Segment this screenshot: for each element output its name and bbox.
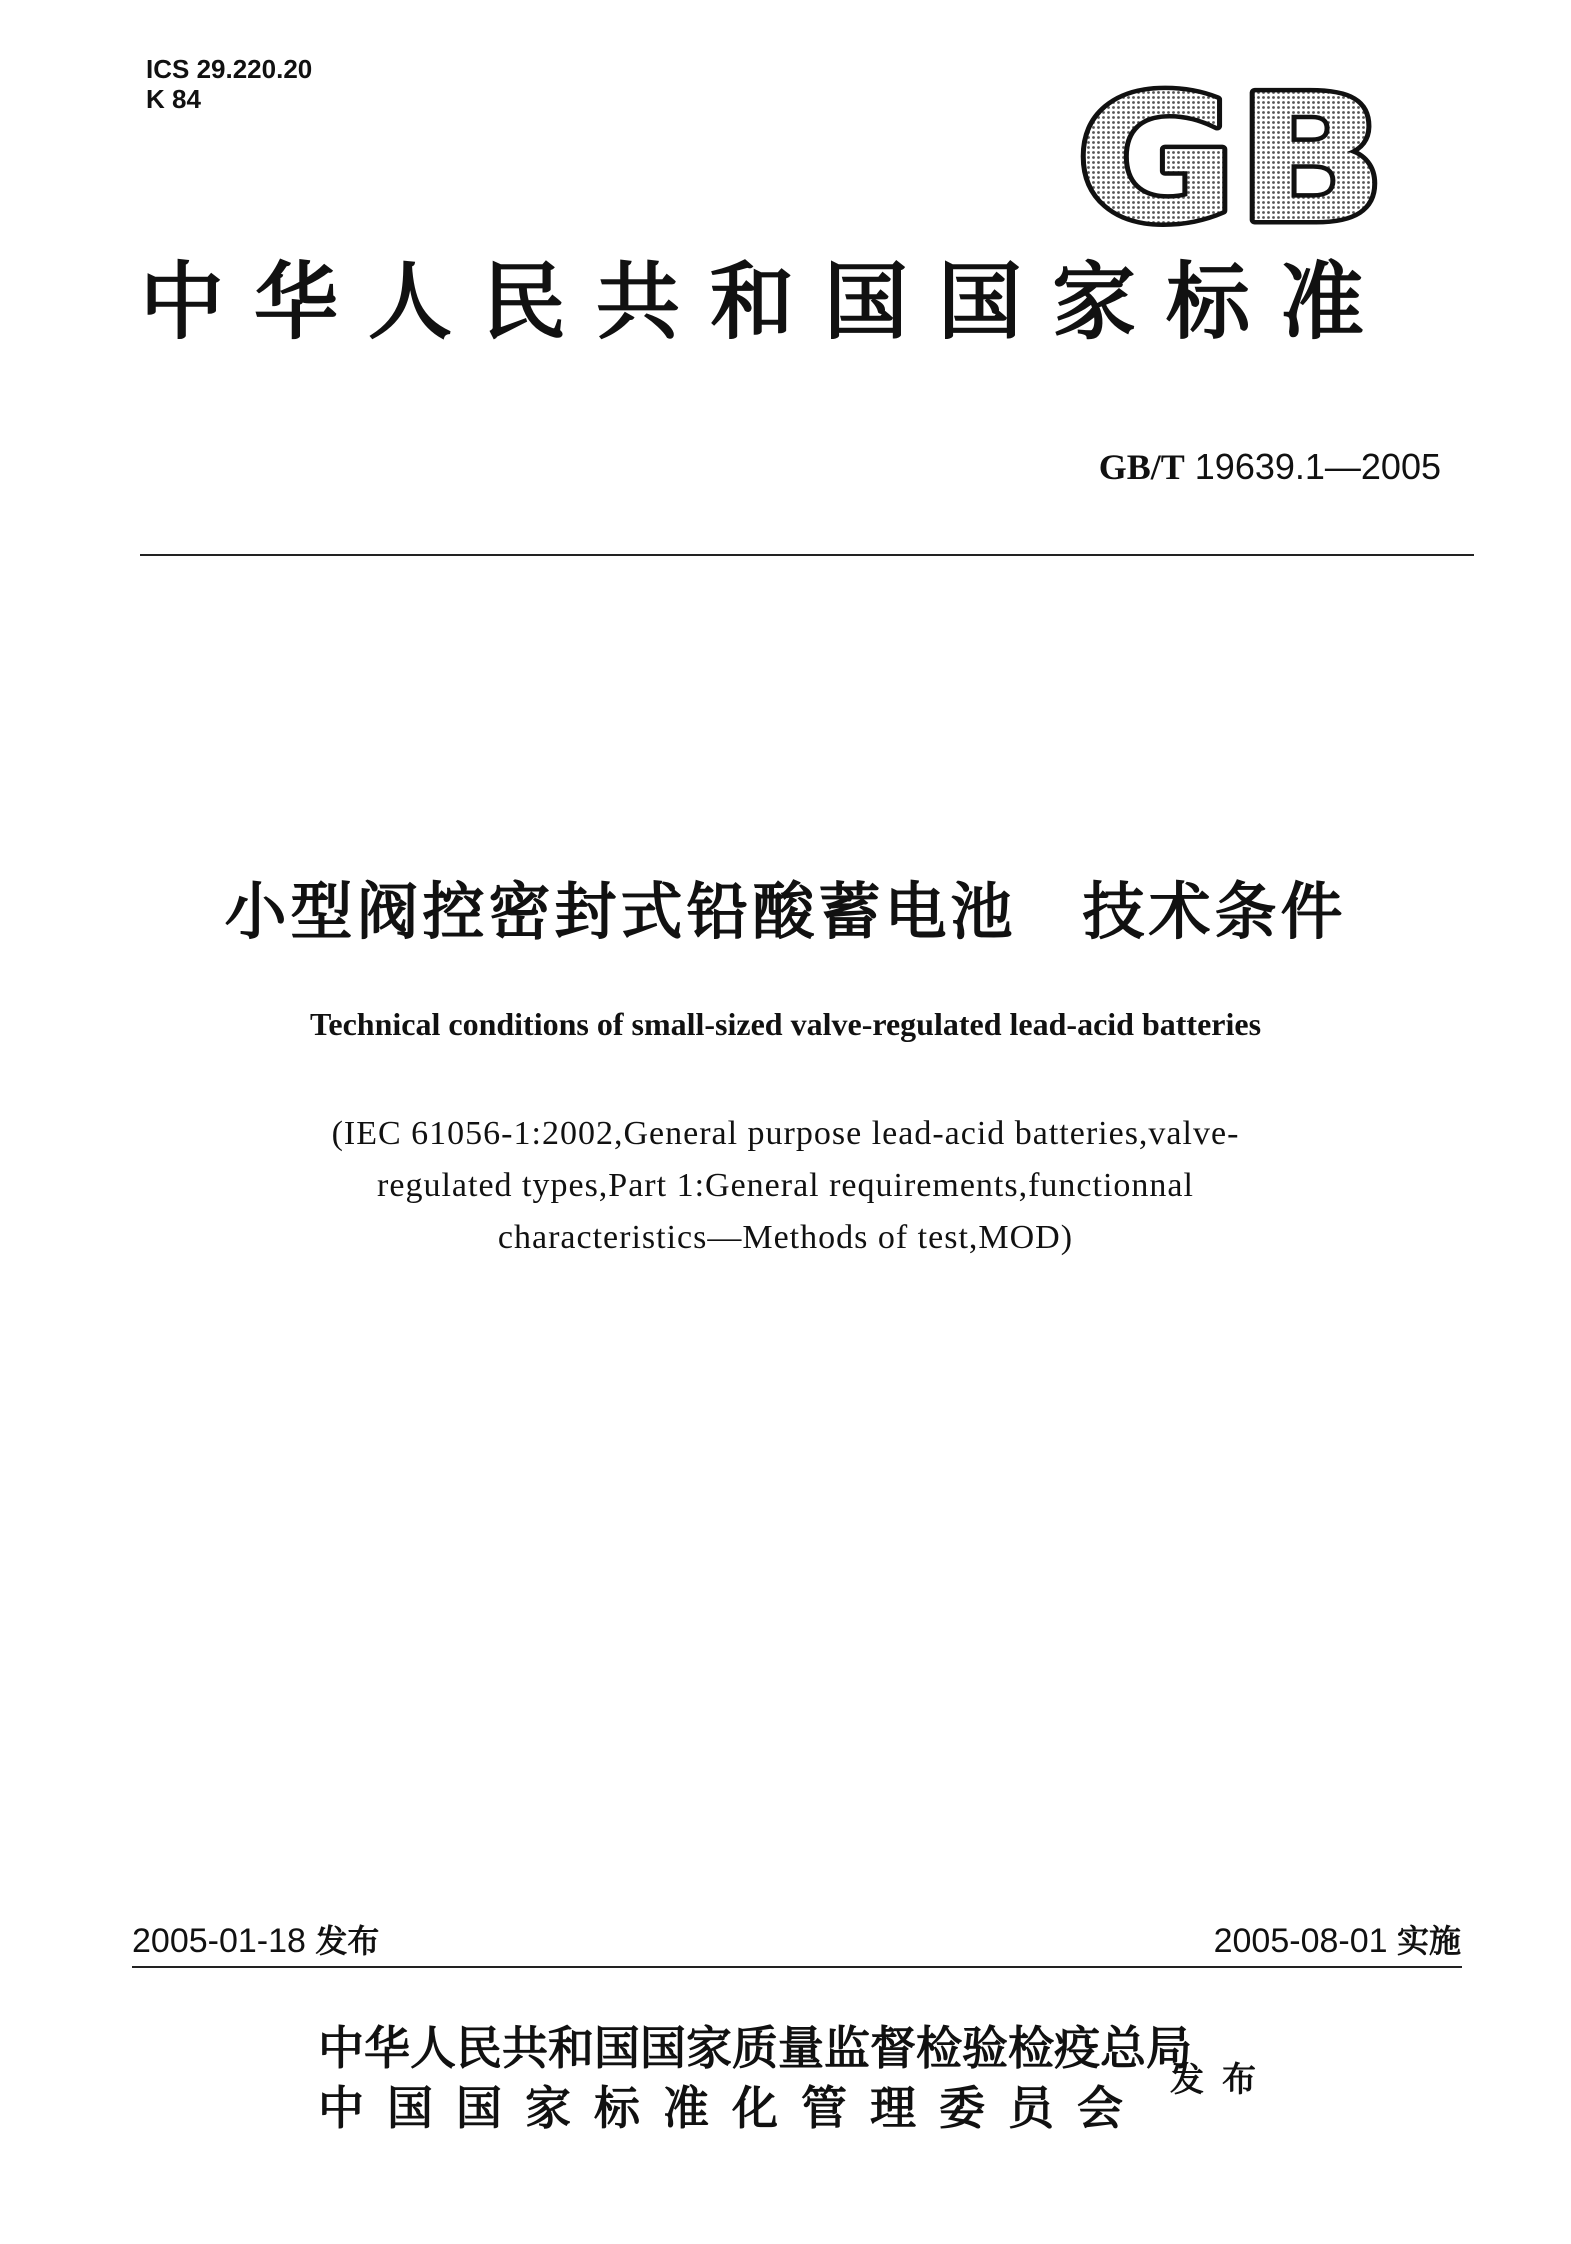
iec-reference-line: regulated types,Part 1:General requirements,functionnal: [377, 1167, 1194, 1204]
standard-code: 19639.1—2005: [1194, 446, 1441, 487]
ics-code: ICS 29.220.20: [146, 54, 313, 84]
top-divider: [140, 554, 1474, 556]
national-standard-title: 中华人民共和国国家标准: [140, 253, 1395, 351]
iec-reference-line: (IEC 61056-1:2002,General purpose lead-acid batteries,valve-: [331, 1115, 1240, 1152]
document-title-en: Technical conditions of small-sized valve-regulated lead-acid batteries: [309, 1006, 1262, 1042]
implementation-date-label: 实施: [1396, 1922, 1461, 1960]
ccs-code: K 84: [146, 84, 201, 114]
gb-logo: [1066, 70, 1396, 250]
issuer-line: 中华人民共和国国家质量监督检验检疫总局: [318, 2021, 1192, 2075]
standard-prefix: GB/T: [1098, 447, 1185, 487]
issue-date: [132, 1916, 379, 1962]
gb-logo-text: GB: [1076, 70, 1386, 250]
iec-reference-line: characteristics—Methods of test,MOD): [497, 1219, 1074, 1256]
document-title-cn: 小型阀控密封式铅酸蓄电池 技术条件: [224, 875, 1347, 948]
bottom-divider: [132, 1966, 1462, 1968]
implementation-date: [1214, 1916, 1461, 1962]
issue-date-value: 2005-01-18: [132, 1922, 306, 1960]
implementation-date-value: 2005-08-01: [1213, 1922, 1388, 1960]
issuer-line: 中国国家标准化管理委员会: [318, 2081, 1146, 2135]
classification-codes: [146, 54, 312, 114]
issue-date-label: 发布: [315, 1922, 380, 1960]
standard-number: [1099, 446, 1441, 488]
issuing-authorities: [318, 2018, 1192, 2138]
publish-label: 发布: [1170, 2060, 1274, 2100]
iec-reference: [0, 1108, 1571, 1264]
